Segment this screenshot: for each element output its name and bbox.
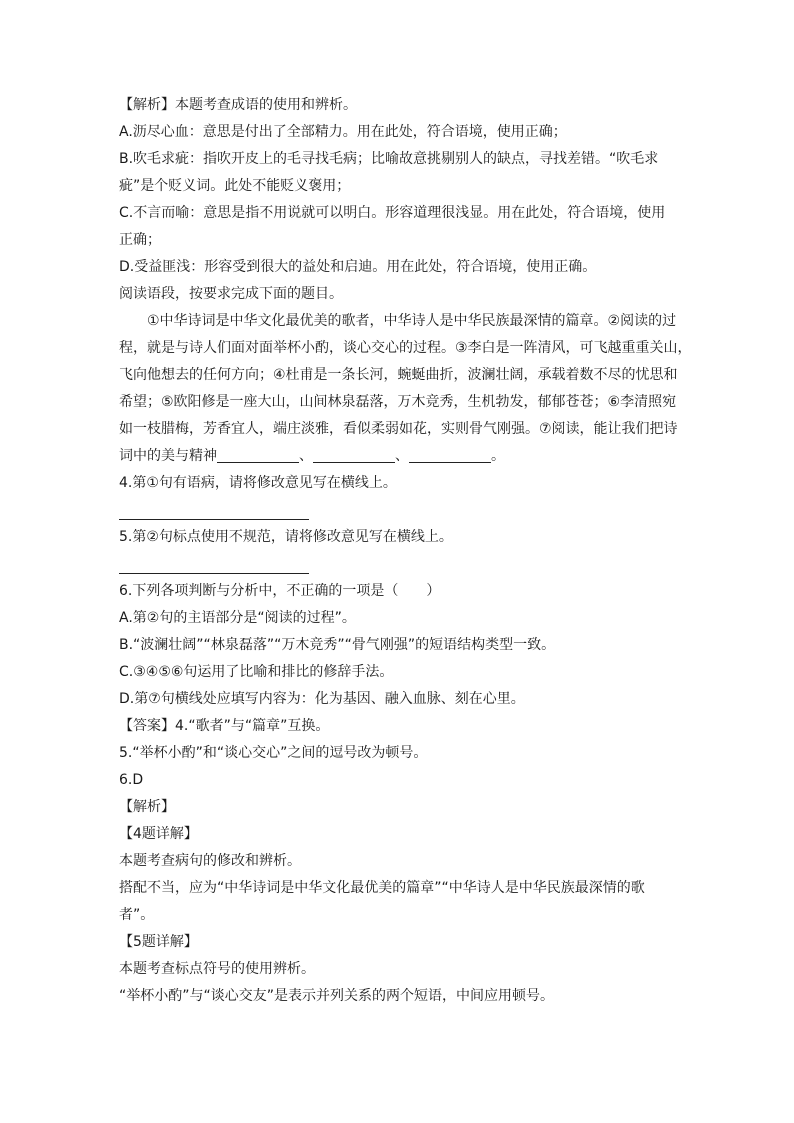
q6-option-b: B.“波澜壮阔”“林泉磊落”“万木竞秀”“骨气刚强”的短语结构类型一致。 <box>119 637 556 653</box>
question-5: 5.第②句标点使用不规范，请将修改意见写在横线上。 <box>119 529 453 545</box>
answer-line-4[interactable] <box>119 519 309 520</box>
blank-separator: 、 <box>395 448 409 464</box>
q6-option-c: C.③④⑤⑥句运用了比喻和排比的修辞手法。 <box>119 664 394 680</box>
fill-blank-2[interactable] <box>313 446 395 463</box>
question-6: 6.下列各项判断与分析中，不正确的一项是（ ） <box>119 583 441 599</box>
analysis-item-c: C.不言而喻：意思是指不用说就可以明白。形容道理很浅显。用在此处，符合语境，使用 <box>119 205 666 221</box>
question-4: 4.第①句有语病，请将修改意见写在横线上。 <box>119 475 397 491</box>
blank-separator: 、 <box>299 448 313 464</box>
q6-option-a: A.第②句的主语部分是“阅读的过程”。 <box>119 610 356 626</box>
q4-detail-line: 搭配不当，应为“中华诗词是中华文化最优美的篇章”“中华诗人是中华民族最深情的歌 <box>119 880 645 896</box>
answer-6: 6.D <box>119 772 144 788</box>
fill-blank-3[interactable] <box>409 446 491 463</box>
passage-line: 希望；⑤欧阳修是一座大山，山间林泉磊落，万木竞秀，生机勃发，郁郁苍苍；⑥李清照宛 <box>119 394 677 410</box>
explanation-header: 【解析】 <box>119 799 175 815</box>
passage-last-line <box>119 443 679 470</box>
passage-line: 如一枝腊梅，芳香宜人，端庄淡雅，看似柔弱如花，实则骨气刚强。⑦阅读，能让我们把诗 <box>119 421 678 437</box>
q5-detail-title: 【5题详解】 <box>119 934 198 950</box>
q4-detail-title: 【4题详解】 <box>119 826 198 842</box>
answer-line-5[interactable] <box>119 573 309 574</box>
reading-intro: 阅读语段，按要求完成下面的题目。 <box>119 286 343 302</box>
document-content <box>119 92 692 1010</box>
passage-line: 程，就是与诗人们面对面举杯小酌，谈心交心的过程。③李白是一阵清风，可飞越重重关山， <box>119 340 692 356</box>
analysis-item-b-cont: 疵”是个贬义词。此处不能贬义褒用； <box>119 178 351 194</box>
answer-4: 【答案】4.“歌者”与“篇章”互换。 <box>119 718 330 734</box>
analysis-item-b: B.吹毛求疵：指吹开皮上的毛寻找毛病；比喻故意挑剔别人的缺点，寻找差错。“吹毛求 <box>119 151 659 167</box>
q4-detail-line: 者”。 <box>119 907 155 923</box>
passage-last-prefix: 词中的美与精神 <box>119 448 217 464</box>
fill-blank-1[interactable] <box>217 446 299 463</box>
analysis-item-d: D.受益匪浅：形容受到很大的益处和启迪。用在此处，符合语境，使用正确。 <box>119 259 597 275</box>
analysis-header: 【解析】本题考查成语的使用和辨析。 <box>119 97 357 113</box>
analysis-item-a: A.沥尽心血：意思是付出了全部精力。用在此处，符合语境，使用正确； <box>119 124 567 140</box>
q4-detail-line: 本题考查病句的修改和辨析。 <box>119 853 301 869</box>
answer-5: 5.“举杯小酌”和“谈心交心”之间的逗号改为顿号。 <box>119 745 428 761</box>
passage-line: 飞向他想去的任何方向；④杜甫是一条长河，蜿蜒曲折，波澜壮阔，承载着数不尽的忧思和 <box>119 367 678 383</box>
q5-detail-line: 本题考查标点符号的使用辨析。 <box>119 961 315 977</box>
q5-detail-line: “举杯小酌”与“谈心交友”是表示并列关系的两个短语，中间应用顿号。 <box>119 988 555 1004</box>
passage-end: 。 <box>491 448 505 464</box>
passage-line: ①中华诗词是中华文化最优美的歌者，中华诗人是中华民族最深情的篇章。②阅读的过 <box>147 313 677 329</box>
analysis-item-c-cont: 正确； <box>119 232 161 248</box>
q6-option-d: D.第⑦句横线处应填写内容为：化为基因、融入血脉、刻在心里。 <box>119 691 525 707</box>
